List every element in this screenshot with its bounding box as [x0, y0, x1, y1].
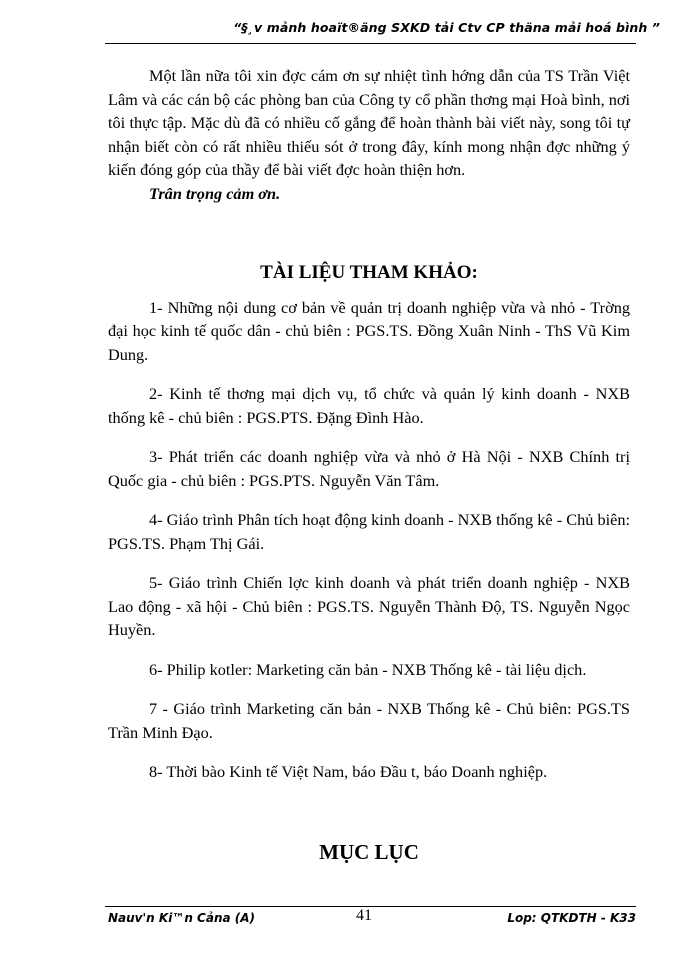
references-list — [108, 296, 630, 784]
reference-item: 7 - Giáo trình Marketing căn bản - NXB Thống kê - Chủ biên: PGS.TS Trần Minh Đạo. — [108, 699, 630, 742]
closing-paragraph: Một lần nữa tôi xin đợc cám ơn sự nhiệt tình hớng dẫn của TS Trần Việt Lâm và các cán bộ các phòng ban của Công ty cổ phần thơng mại Hoà bình, nơi tôi thực tập. Mặc dù đã có nhiều cố gắng để hoàn thành bài viết này, song tôi tự nhận biết còn có rất nhiều thiếu sót ở trong đây, kính mong nhận đợc những ý kiến đóng góp của thầy để bài viết đợc hoàn thiện hơn. — [108, 66, 630, 179]
page-number: 41 — [356, 907, 372, 924]
footer-author: Nauv'n Ki™n Cảna (A) — [108, 911, 256, 925]
reference-item: 8- Thời bào Kinh tế Việt Nam, báo Đầu t, báo Doanh nghiệp. — [149, 762, 548, 781]
header-rule — [105, 43, 636, 44]
reference-item: 2- Kinh tế thơng mại dịch vụ, tổ chức và quản lý kinh doanh - NXB thống kê - chủ biên : PGS.PTS. Đặng Đình Hào. — [108, 384, 630, 427]
reference-item: 5- Giáo trình Chiến lợc kinh doanh và phát triển doanh nghiệp - NXB Lao động - xã hội - Chủ biên : PGS.TS. Nguyễn Thành Độ, TS. Nguyễn Ngọc Huyền. — [108, 573, 630, 639]
reference-item: 4- Giáo trình Phân tích hoạt động kinh doanh - NXB thống kê - Chủ biên: PGS.TS. Phạm Thị Gái. — [108, 510, 630, 553]
thanks-line: Trân trọng cảm ơn. — [149, 183, 281, 203]
reference-item: 3- Phát triển các doanh nghiệp vừa và nhỏ ở Hà Nội - NXB Chính trị Quốc gia - chủ biên : PGS.PTS. Nguyễn Văn Tâm. — [108, 447, 630, 490]
toc-title: MỤC LỤC — [319, 839, 419, 864]
reference-item: 6- Philip kotler: Marketing căn bản - NXB Thống kê - tài liệu dịch. — [149, 659, 587, 679]
references-title: TÀI LIỆU THAM KHẢO: — [260, 262, 478, 283]
reference-item: 1- Những nội dung cơ bản về quản trị doanh nghiệp vừa và nhỏ - Trờng đại học kinh tế quốc dân - chủ biên : PGS.TS. Đồng Xuân Ninh - ThS Vũ Kim Dung. — [108, 297, 630, 364]
footer-class: Lop: QTKDTH - K33 — [507, 911, 636, 925]
page-content — [108, 64, 630, 864]
running-header: “§¸v mảnh hoaït®äng SXKD tải Ctv CP thäna mải hoá bình ” — [233, 20, 660, 35]
